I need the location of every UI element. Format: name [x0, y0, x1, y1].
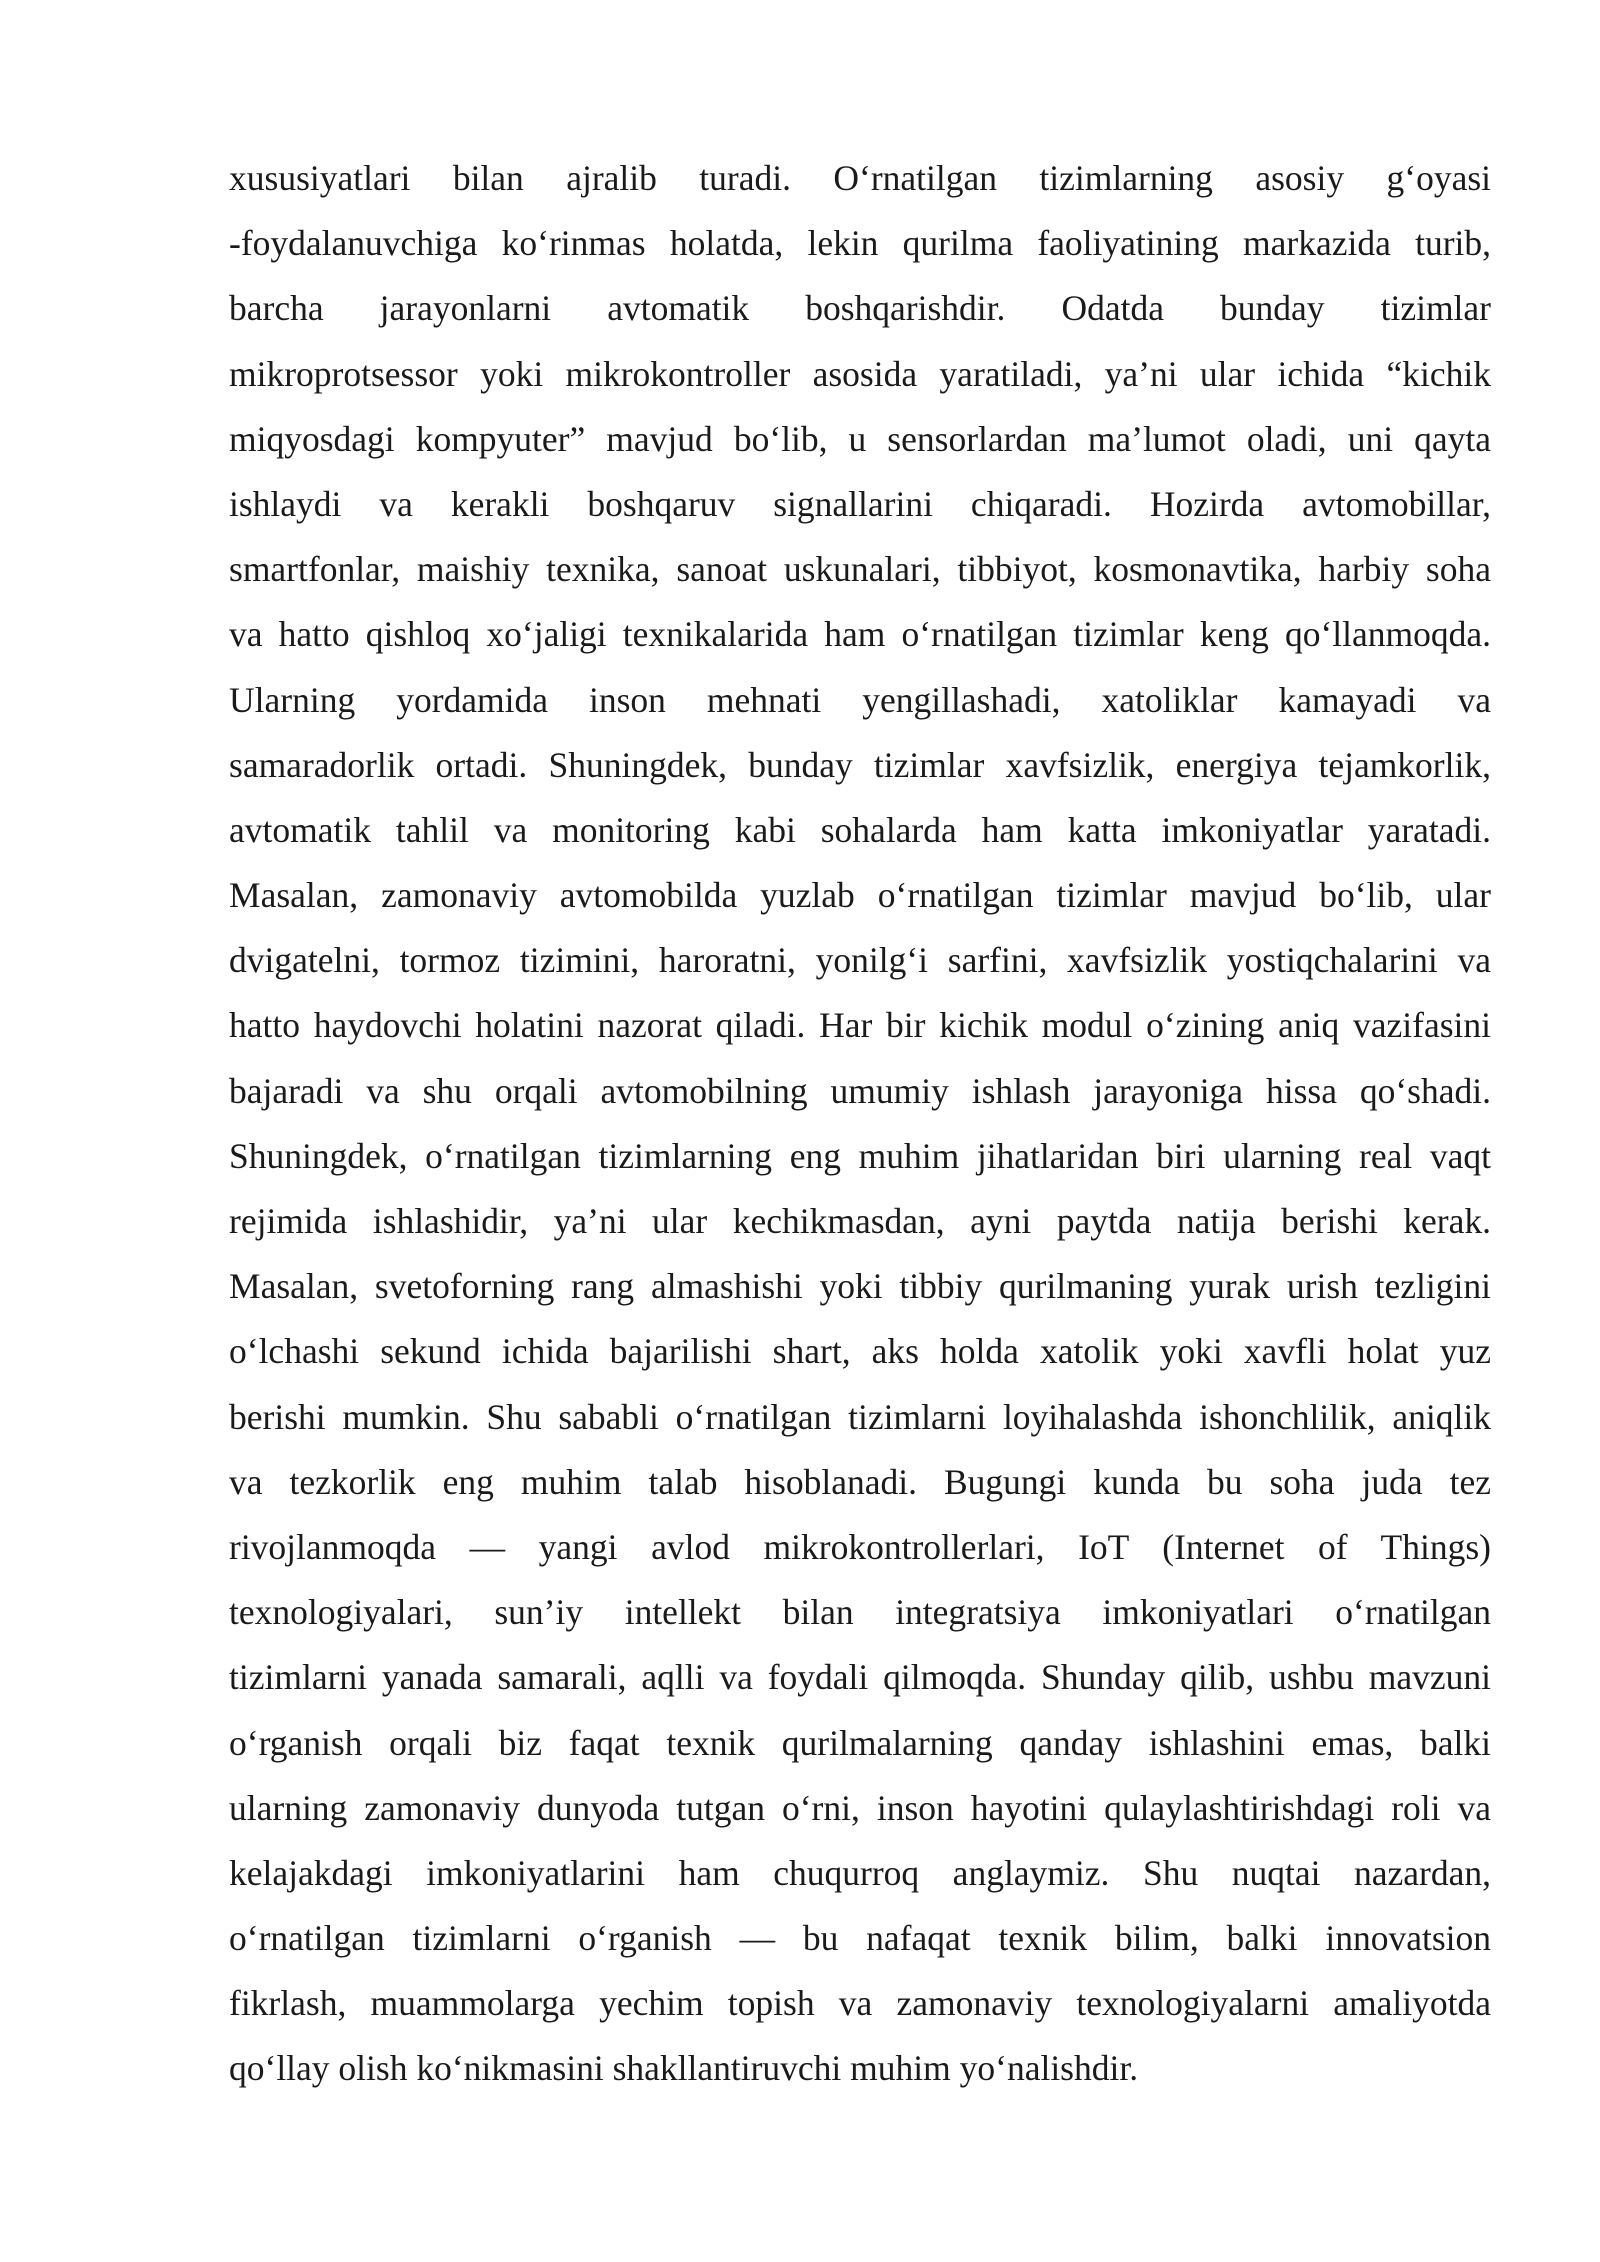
paragraph-line: fikrlash, muammolarga yechim topish va zamonaviy texnologiyalarni amaliyotda	[229, 1983, 1491, 2024]
paragraph-line: o‘rnatilgan tizimlarni o‘rganish — bu nafaqat texnik bilim, balki innovatsion	[229, 1918, 1491, 1959]
body-paragraph	[229, 146, 1491, 2102]
paragraph-line: dvigatelni, tormoz tizimini, haroratni, yonilg‘i sarfini, xavfsizlik yostiqchalarini va	[229, 940, 1491, 981]
paragraph-line: hatto haydovchi holatini nazorat qiladi. Har bir kichik modul o‘zining aniq vazifasini	[229, 1005, 1491, 1046]
paragraph-line: rivojlanmoqda — yangi avlod mikrokontrollerlari, IoT (Internet of Things)	[229, 1526, 1491, 1567]
paragraph-line: Shuningdek, o‘rnatilgan tizimlarning eng muhim jihatlaridan biri ularning real vaqt	[229, 1135, 1491, 1176]
paragraph-line: o‘rganish orqali biz faqat texnik qurilmalarning qanday ishlashini emas, balki	[229, 1722, 1491, 1763]
paragraph-line: va hatto qishloq xo‘jaligi texnikalarida ham o‘rnatilgan tizimlar keng qo‘llanmoqda.	[229, 614, 1491, 655]
paragraph-line: Ularning yordamida inson mehnati yengillashadi, xatoliklar kamayadi va	[229, 679, 1491, 720]
paragraph-line: va tezkorlik eng muhim talab hisoblanadi. Bugungi kunda bu soha juda tez	[229, 1461, 1491, 1502]
paragraph-line: rejimida ishlashidir, ya’ni ular kechikmasdan, ayni paytda natija berishi kerak.	[229, 1201, 1491, 1241]
paragraph-line: mikroprotsessor yoki mikrokontroller asosida yaratiladi, ya’ni ular ichida “kichik	[229, 353, 1491, 394]
paragraph-line: barcha jarayonlarni avtomatik boshqarishdir. Odatda bunday tizimlar	[229, 288, 1491, 329]
paragraph-line: smartfonlar, maishiy texnika, sanoat uskunalari, tibbiyot, kosmonavtika, harbiy soha	[229, 549, 1491, 590]
paragraph-line: ularning zamonaviy dunyoda tutgan o‘rni, inson hayotini qulaylashtirishdagi roli va	[229, 1787, 1491, 1828]
paragraph-line: -foydalanuvchiga ko‘rinmas holatda, lekin qurilma faoliyatining markazida turib,	[229, 223, 1491, 264]
paragraph-line: qo‘llay olish ko‘nikmasini shakllantiruvchi muhim yo‘nalishdir.	[229, 2048, 1139, 2089]
paragraph-line: Masalan, zamonaviy avtomobilda yuzlab o‘rnatilgan tizimlar mavjud bo‘lib, ular	[229, 875, 1491, 916]
paragraph-line: tizimlarni yanada samarali, aqlli va foydali qilmoqda. Shunday qilib, ushbu mavzuni	[229, 1657, 1491, 1698]
paragraph-line: Masalan, svetoforning rang almashishi yoki tibbiy qurilmaning yurak urish tezligini	[229, 1266, 1491, 1307]
paragraph-line: o‘lchashi sekund ichida bajarilishi shart, aks holda xatolik yoki xavfli holat yuz	[229, 1331, 1491, 1372]
paragraph-line: ishlaydi va kerakli boshqaruv signallarini chiqaradi. Hozirda avtomobillar,	[229, 483, 1491, 524]
paragraph-line: kelajakdagi imkoniyatlarini ham chuqurroq anglaymiz. Shu nuqtai nazardan,	[229, 1852, 1491, 1893]
paragraph-line: bajaradi va shu orqali avtomobilning umumiy ishlash jarayoniga hissa qo‘shadi.	[229, 1070, 1491, 1111]
paragraph-line: avtomatik tahlil va monitoring kabi sohalarda ham katta imkoniyatlar yaratadi.	[229, 809, 1491, 850]
paragraph-line: xususiyatlari bilan ajralib turadi. O‘rnatilgan tizimlarning asosiy g‘oyasi	[229, 158, 1491, 198]
paragraph-line: texnologiyalari, sun’iy intellekt bilan integratsiya imkoniyatlari o‘rnatilgan	[229, 1592, 1491, 1633]
paragraph-line: samaradorlik ortadi. Shuningdek, bunday tizimlar xavfsizlik, energiya tejamkorlik,	[229, 744, 1491, 785]
paragraph-line: berishi mumkin. Shu sababli o‘rnatilgan tizimlarni loyihalashda ishonchlilik, aniqlik	[229, 1396, 1491, 1437]
paragraph-line: miqyosdagi kompyuter” mavjud bo‘lib, u sensorlardan ma’lumot oladi, uni qayta	[229, 418, 1491, 459]
